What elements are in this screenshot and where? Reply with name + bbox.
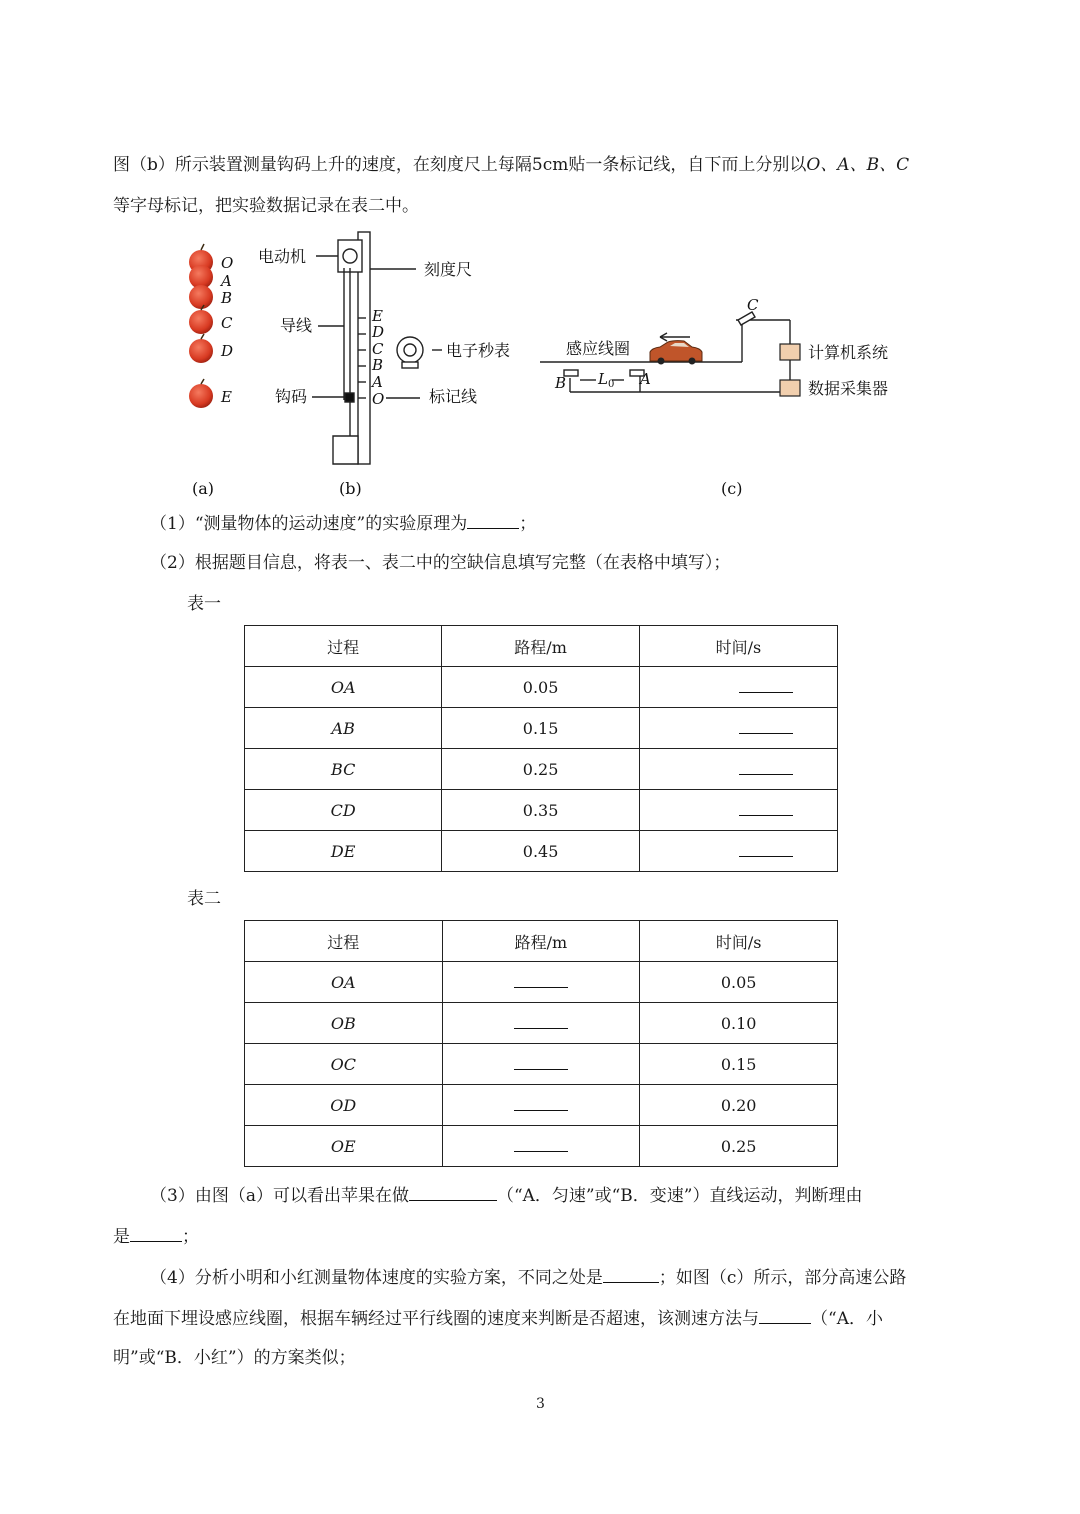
hook-weight-block (345, 393, 354, 402)
cell-process: OE (245, 1126, 443, 1167)
q4-difference-blank[interactable] (603, 1264, 659, 1283)
stopwatch-icon (397, 337, 423, 368)
q1-answer-blank[interactable] (467, 510, 519, 529)
caption-a: (a) (192, 479, 215, 498)
apple-label-a: A (221, 272, 232, 290)
cell-process: OC (245, 1044, 443, 1085)
cell-process: OB (245, 1003, 443, 1044)
cell-process: BC (245, 749, 442, 790)
apple-label-o: O (221, 254, 234, 272)
computer-box (780, 344, 800, 360)
header-time: 时间/s (639, 626, 837, 667)
cell-process: DE (245, 831, 442, 872)
cell-distance-blank[interactable] (442, 1003, 640, 1044)
ruler-label-e: E (372, 307, 383, 325)
cell-process: OD (245, 1085, 443, 1126)
cell-distance-blank[interactable] (442, 1085, 640, 1126)
question-4-line-2: 在地面下埋设感应线圈，根据车辆经过平行线圈的速度来判断是否超速，该测速方法与 （“A．小 (113, 1305, 883, 1331)
table-row (245, 1003, 838, 1044)
apple-b (189, 285, 213, 309)
page-number: 3 (536, 1396, 545, 1412)
cell-distance-blank[interactable] (442, 1126, 640, 1167)
apple-label-b: B (221, 289, 233, 307)
table-1 (244, 625, 838, 872)
cell-distance: 0.25 (442, 749, 639, 790)
ruler-label-b: B (372, 356, 384, 374)
ruler-label-a: A (372, 373, 383, 391)
label-point-b: B (555, 374, 567, 392)
motor-box (338, 240, 362, 272)
table-row (245, 667, 838, 708)
cell-process: OA (245, 962, 443, 1003)
cell-time-blank[interactable] (639, 831, 837, 872)
ruler-label-o: O (372, 390, 385, 408)
cell-time: 0.15 (640, 1044, 838, 1085)
cell-process: AB (245, 708, 442, 749)
cell-time: 0.20 (640, 1085, 838, 1126)
sensor-b (564, 370, 578, 376)
experiment-figure (0, 0, 1080, 510)
cell-distance: 0.45 (442, 831, 639, 872)
cell-time: 0.05 (640, 962, 838, 1003)
label-motor: 电动机 (258, 247, 307, 266)
cell-process: CD (245, 790, 442, 831)
car-icon (650, 341, 702, 365)
label-mark-line: 标记线 (429, 387, 478, 406)
header-process: 过程 (245, 921, 443, 962)
label-stopwatch: 电子秒表 (446, 341, 511, 360)
label-wire: 导线 (280, 316, 313, 335)
apple-label-c: C (221, 314, 233, 332)
label-computer: 计算机系统 (808, 343, 889, 362)
cell-distance-blank[interactable] (442, 1044, 640, 1085)
header-distance: 路程/m (442, 626, 639, 667)
label-hook-weight: 钩码 (275, 387, 308, 406)
apple-c (189, 305, 213, 334)
question-4-line-1: （4）分析小明和小红测量物体速度的实验方案，不同之处是 ；如图（c）所示，部分高速公路 (150, 1264, 906, 1290)
question-1: （1）“测量物体的运动速度”的实验原理为 ； (150, 510, 536, 536)
apple-label-d: D (221, 342, 234, 360)
label-point-a: A (640, 370, 651, 388)
apple-d (189, 334, 213, 363)
table-header-row (245, 626, 838, 667)
table-1-title: 表一 (187, 594, 221, 614)
table-row (245, 831, 838, 872)
ruler-label-d: D (372, 323, 385, 341)
label-ruler: 刻度尺 (424, 260, 473, 279)
question-4-line-3: 明”或“B．小红”）的方案类似； (113, 1348, 356, 1368)
table-row (245, 1126, 838, 1167)
q3-answer-blank[interactable] (409, 1182, 497, 1201)
cell-time-blank[interactable] (639, 790, 837, 831)
q4-choice-blank[interactable] (759, 1305, 811, 1324)
header-process: 过程 (245, 626, 442, 667)
q3-reason-blank[interactable] (130, 1223, 182, 1242)
table-row (245, 1044, 838, 1085)
apple-column (189, 244, 213, 408)
table-header-row (245, 921, 838, 962)
table-row (245, 708, 838, 749)
label-length: $L_0$ (598, 370, 615, 390)
cell-time-blank[interactable] (639, 667, 837, 708)
question-3-line-2: 是 ； (113, 1223, 199, 1249)
cell-time-blank[interactable] (639, 749, 837, 790)
question-2: （2）根据题目信息，将表一、表二中的空缺信息填写完整（在表格中填写）； (150, 553, 731, 573)
collector-box (780, 380, 800, 396)
intro-line-1: 图（b）所示装置测量钩码上升的速度，在刻度尺上每隔5cm贴一条标记线，自下而上分别以O、A、B、C (113, 155, 910, 175)
ruler-base (333, 436, 358, 464)
cell-time: 0.25 (640, 1126, 838, 1167)
table-row (245, 1085, 838, 1126)
caption-b: (b) (339, 479, 362, 498)
label-coil: 感应线圈 (566, 339, 631, 358)
label-collector: 数据采集器 (808, 379, 889, 398)
table-row (245, 749, 838, 790)
header-distance: 路程/m (442, 921, 640, 962)
cell-process: OA (245, 667, 442, 708)
ruler-label-c: C (372, 340, 384, 358)
header-time: 时间/s (640, 921, 838, 962)
table-2-title: 表二 (187, 889, 221, 909)
caption-c: (c) (721, 479, 743, 498)
table-2 (244, 920, 838, 1167)
cell-distance: 0.15 (442, 708, 639, 749)
question-3-line-1: （3）由图（a）可以看出苹果在做 （“A．匀速”或“B．变速”）直线运动，判断理由 (150, 1182, 863, 1208)
intro-line-2: 等字母标记，把实验数据记录在表二中。 (113, 196, 419, 216)
label-point-c: C (747, 296, 759, 314)
table-row (245, 962, 838, 1003)
cell-time-blank[interactable] (639, 708, 837, 749)
apple-label-e: E (221, 388, 232, 406)
cell-distance-blank[interactable] (442, 962, 640, 1003)
apple-e (189, 379, 213, 408)
cell-time: 0.10 (640, 1003, 838, 1044)
cell-distance: 0.35 (442, 790, 639, 831)
table-row (245, 790, 838, 831)
cell-distance: 0.05 (442, 667, 639, 708)
